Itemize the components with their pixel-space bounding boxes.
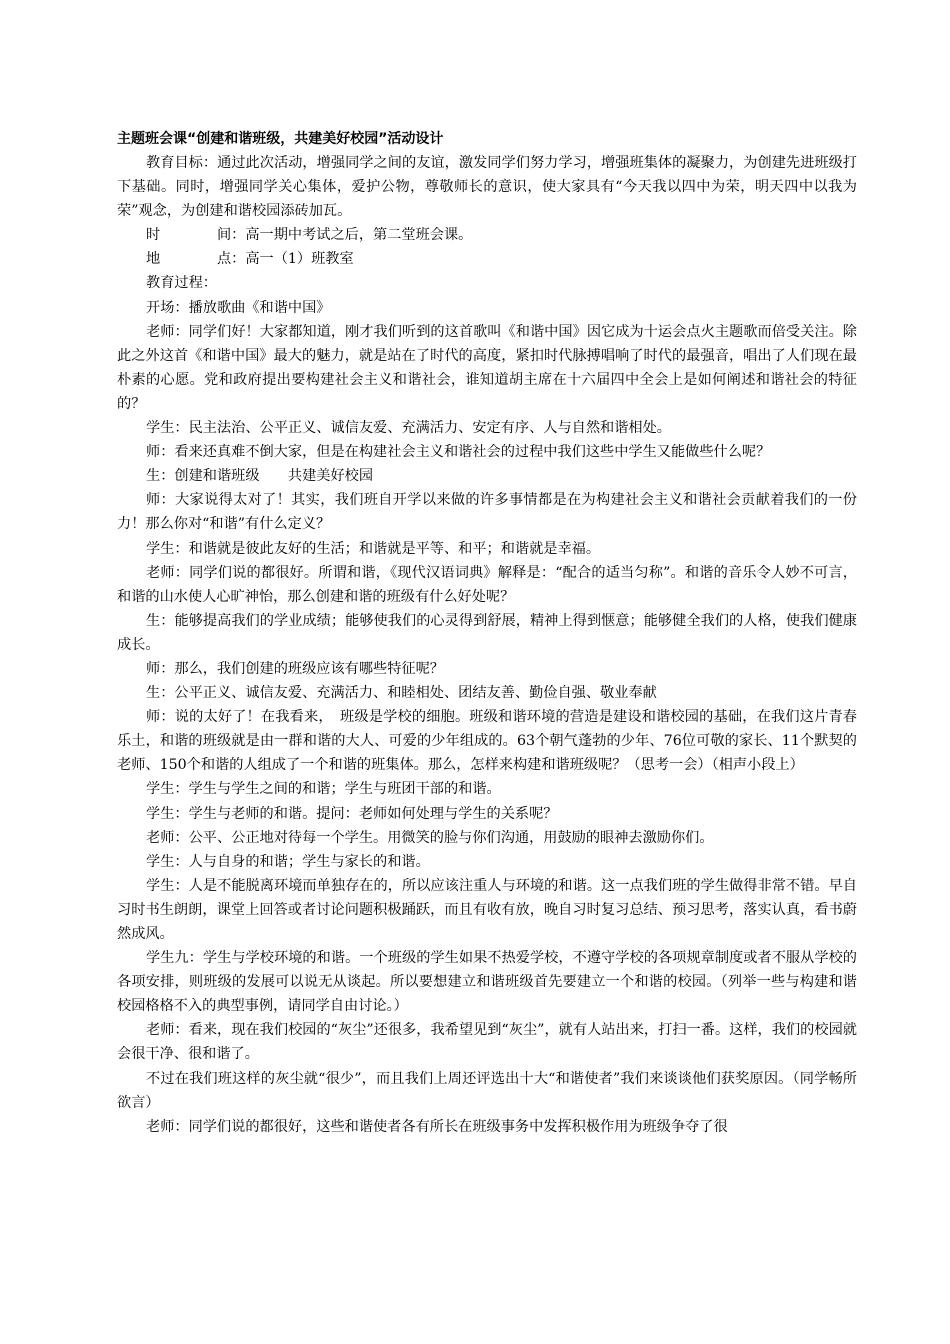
paragraph-dialogue: 生：创建和谐班级 共建美好校园 [146, 468, 374, 485]
paragraph-dialogue: 老师：看来，现在我们校园的“灰尘”还很多，我希望见到“灰尘”，就有人站出来，打扫一番。这样，我们的校园就会很干净、很和谐了。 [117, 1022, 857, 1063]
paragraph-dialogue: 老师：同学们说的都很好。所谓和谐，《现代汉语词典》解释是：“配合的适当匀称”。和谐的音乐令人妙不可言，和谐的山水使人心旷神怡，那么创建和谐的班级有什么好处呢？ [117, 564, 857, 605]
paragraph-dialogue: 师：那么，我们创建的班级应该有哪些特征呢？ [146, 660, 444, 677]
paragraph-dialogue: 老师：同学们好！大家都知道，刚才我们听到的这首歌叫《和谐中国》因它成为十运会点火主题歌而倍受关注。除此之外这首《和谐中国》最大的魅力，就是站在了时代的高度，紧扣时代脉搏唱响了时代的最强音，唱出了人们现在最朴素的心愿。党和政府提出要构建社会主义和谐社会，谁知道胡主席在十六届四中全会上是如何阐述和谐社会的特征的？ [117, 323, 857, 412]
paragraph-dialogue: 生：公平正义、诚信友爱、充满活力、和睦相处、团结友善、勤俭自强、敬业奉献 [146, 685, 657, 702]
paragraph-dialogue: 学生：人是不能脱离环境而单独存在的，所以应该注重人与环境的和谐。这一点我们班的学生做得非常不错。早自习时书生朗朗，课堂上回答或者讨论问题积极踊跃，而且有收有放，晚自习时复习总结、预习思考，落实认真，看书蔚然成风。 [117, 877, 857, 942]
paragraph-dialogue: 学生：人与自身的和谐；学生与家长的和谐。 [146, 853, 430, 870]
paragraph-objective: 教育目标：通过此次活动，增强同学之间的友谊，激发同学们努力学习，增强班集体的凝聚力，为创建先进班级打下基础。同时，增强同学关心集体，爱护公物，尊敬师长的意识，使大家具有“今天我以四中为荣，明天四中以我为荣”观念，为创建和谐校园添砖加瓦。 [117, 155, 857, 220]
paragraph-dialogue: 学生：和谐就是彼此友好的生活；和谐就是平等、和平；和谐就是幸福。 [146, 540, 601, 557]
document-title: 主题班会课“创建和谐班级，共建美好校园”活动设计 [117, 131, 444, 147]
paragraph-dialogue: 老师：公平、公正地对待每一个学生。用微笑的脸与你们沟通，用鼓励的眼神去激励你们。 [146, 829, 714, 846]
paragraph-dialogue: 学生九：学生与学校环境的和谐。一个班级的学生如果不热爱学校，不遵守学校的各项规章制度或者不服从学校的各项安排，则班级的发展可以说无从谈起。所以要想建立和谐班级首先要建立一个和谐的校园。（列举一些与构建和谐校园格格不入的典型事例，请同学自由讨论。） [117, 950, 857, 1015]
paragraph-dialogue: 师：大家说得太对了！其实，我们班自开学以来做的许多事情都是在为构建社会主义和谐社会贡献着我们的一份力！那么你对“和谐”有什么定义？ [117, 492, 857, 533]
paragraph-time: 时 间：高一期中考试之后，第二堂班会课。 [146, 227, 473, 244]
paragraph-dialogue: 老师：同学们说的都很好，这些和谐使者各有所长在班级事务中发挥积极作用为班级争夺了很 [146, 1118, 728, 1135]
paragraph-dialogue: 不过在我们班这样的灰尘就“很少”，而且我们上周还评选出十大“和谐使者”我们来谈谈他们获奖原因。（同学畅所欲言） [117, 1070, 857, 1111]
paragraph-dialogue: 学生：民主法治、公平正义、诚信友爱、充满活力、安定有序、人与自然和谐相处。 [146, 420, 671, 437]
paragraph-place: 地 点：高一（1）班教室 [146, 251, 354, 268]
paragraph-process-heading: 教育过程： [146, 275, 217, 292]
paragraph-opening: 开场：播放歌曲《和谐中国》 [146, 299, 331, 316]
document-page [117, 127, 857, 1139]
paragraph-dialogue: 师：说的太好了！在我看来， 班级是学校的细胞。班级和谐环境的营造是建设和谐校园的基础，在我们这片青春乐土，和谐的班级就是由一群和谐的大人、可爱的少年组成的。63个朝气蓬勃的少年、76位可敬的家长、11个默契的老师、150个和谐的人组成了一个和谐的班集体。那么，怎样来构建和谐班级呢？（思考一会）（相声小段上） [117, 709, 857, 774]
paragraph-dialogue: 生：能够提高我们的学业成绩；能够使我们的心灵得到舒展，精神上得到惬意；能够健全我们的人格，使我们健康成长。 [117, 612, 857, 653]
paragraph-dialogue: 学生：学生与学生之间的和谐；学生与班团干部的和谐。 [146, 781, 501, 798]
paragraph-dialogue: 师：看来还真难不倒大家，但是在构建社会主义和谐社会的过程中我们这些中学生又能做些什么呢？ [146, 444, 771, 461]
paragraph-dialogue: 学生：学生与老师的和谐。提问：老师如何处理与学生的关系呢？ [146, 805, 558, 822]
